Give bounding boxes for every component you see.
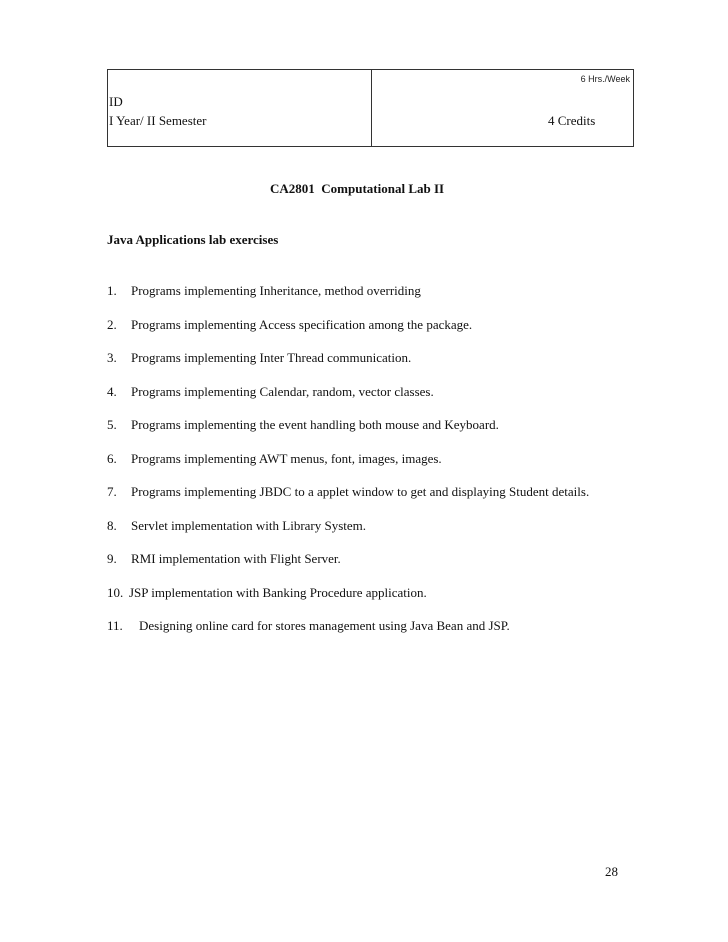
item-text: Programs implementing AWT menus, font, images, images. [131,450,442,466]
item-text: Programs implementing Access specification among the package. [131,316,473,332]
credits-label: 4 Credits [548,113,596,128]
list-item [107,584,627,601]
page-number: 28 [605,864,618,879]
list-item [107,517,627,534]
item-text: Programs implementing Inter Thread communication. [131,350,412,365]
item-text: Programs implementing JBDC to a applet window to get and displaying Student details. [131,484,590,499]
list-item [107,483,627,500]
item-number: 1. [107,283,117,298]
course-header-table [107,69,634,147]
item-text: Programs implementing the event handling both mouse and Keyboard. [131,417,499,432]
item-number: 11. [107,618,123,633]
list-item [107,450,627,467]
item-number: 5. [107,417,117,432]
year-semester-label: I Year/ II Semester [109,113,207,128]
item-number: 7. [107,484,117,499]
item-text: RMI implementation with Flight Server. [131,551,341,566]
item-text: JSP implementation with Banking Procedure application. [129,584,427,600]
item-text: Servlet implementation with Library System. [131,517,367,533]
table-column-divider [371,70,372,146]
list-item [107,383,627,400]
item-number: 6. [107,450,117,466]
exercise-list [107,282,627,651]
item-text: Designing online card for stores management using Java Bean and JSP. [139,618,510,633]
item-number: 9. [107,551,117,566]
item-number: 2. [107,316,117,332]
list-item [107,316,627,333]
item-text: Programs implementing Inheritance, method overriding [131,283,421,298]
item-text: Programs implementing Calendar, random, vector classes. [131,383,434,399]
item-number: 10. [107,584,124,600]
item-number: 3. [107,350,117,365]
list-item [107,617,627,634]
item-number: 4. [107,383,117,399]
section-heading: Java Applications lab exercises [107,232,279,247]
list-item [107,349,627,366]
id-label: ID [109,94,123,109]
hours-per-week: 6 Hrs./Week [580,74,630,84]
list-item [107,550,627,567]
course-title: CA2801 Computational Lab II [270,181,445,196]
item-number: 8. [107,517,117,533]
list-item [107,282,627,299]
list-item [107,416,627,433]
